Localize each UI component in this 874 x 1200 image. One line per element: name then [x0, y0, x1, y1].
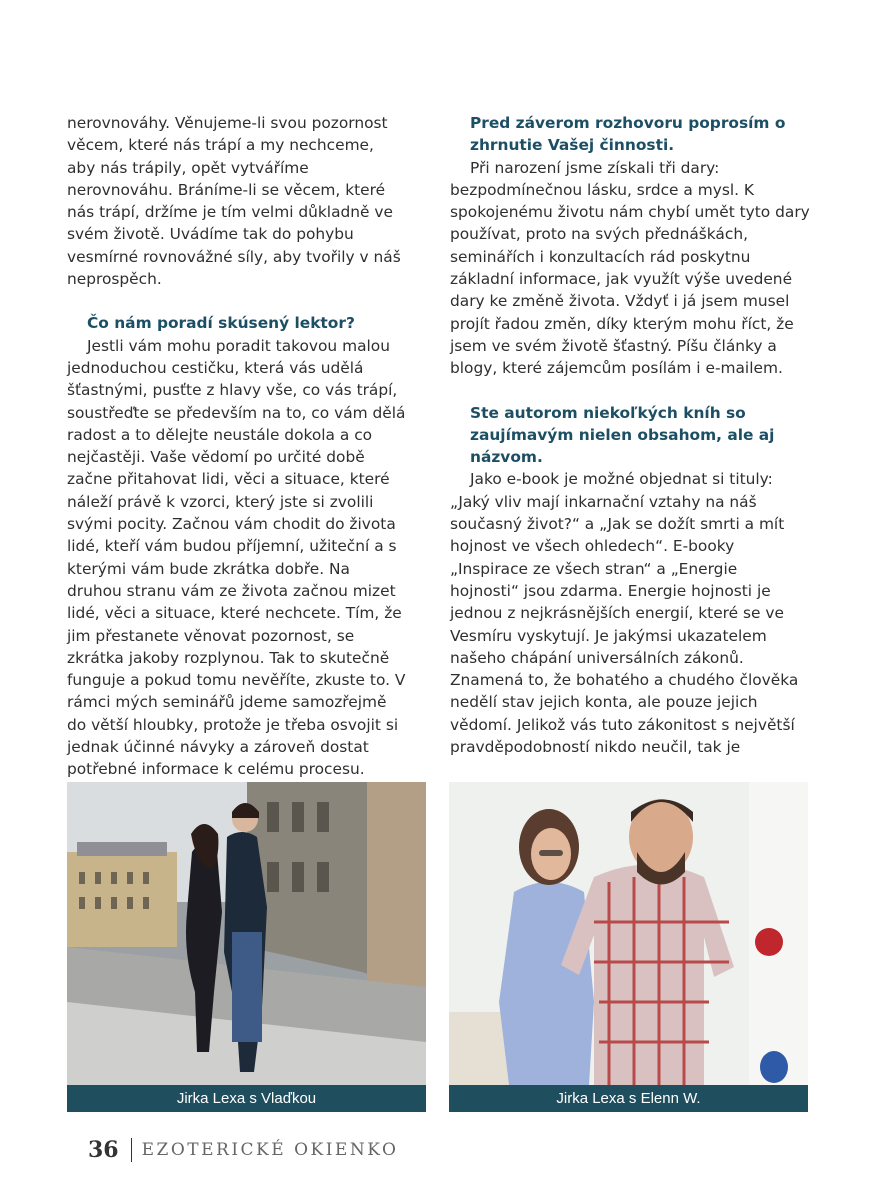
photo-street-couple: [67, 782, 426, 1085]
footer-divider: [131, 1138, 132, 1162]
paragraph-advice: Jestli vám mohu poradit takovou malou jednoduchou cestičku, která vás udělá šťastnými, pusťte z hlavy vše, co vás trápí, soustřeďte se především na to, co vám dělá radost a to dělejte neustále dokola a co nejčastěji. Vaše vědomí po určité době začne přitahovat lidi, věci a situace, které náleží právě k vzorci, který jste si zvolili svými pocity. Začnou vám chodit do života lidé, kteří vám budou příjemní, užiteční a s kterými vám bude zkrátka dobře. Na druhou stranu vám ze života začnou mizet lidé, věci a situace, které nechcete. Tím, že jim přestanete věnovat pozornost, se zkrátka jakoby rozplynou. Tak to skutečně funguje a pokud tomu nevěříte, zkuste to. V rámci mých seminářů jdeme samozřejmě do větší hloubky, protože je třeba osvojit si jednak účinné návyky a zároveň dostat potřebné informace k celému procesu.: [67, 336, 406, 779]
page-footer: [88, 1137, 398, 1167]
photo-caption-2: Jirka Lexa s Elenn W.: [449, 1085, 808, 1112]
heading-summary-question: Pred záverom rozhovoru poprosím o zhrnutie Vašej činnosti.: [470, 114, 786, 155]
paragraph-books: Jako e-book je možné objednat si tituly: „Jaký vliv mají inkarnační vztahy na náš současný život?“ a „Jak se dožít smrti a mít hojnost ve všech ohledech“. E-booky „Inspirace ze všech stran“ a „Energie hojnosti“ jsou zdarma. Energie hojnosti je jednou z nejkrásnějších energií, které se ve Vesmíru vyskytují. Je jakýmsi ukazatelem našeho chápání universálních zákonů. Znamená to, že bohatého a chudého člověka nedělí stav jejich konta, ale pouze jejich vědomí. Jelikož vás tuto zákonitost s největší pravděpodobností nikdo neučil, tak je: [450, 470, 799, 757]
left-column: [67, 112, 407, 781]
magazine-name: EZOTERICKÉ OKIENKO: [141, 1140, 399, 1160]
photo-caption-1: Jirka Lexa s Vlaďkou: [67, 1085, 426, 1112]
heading-books-question: Ste autorom niekoľkých kníh so zaujímavým nielen obsahom, ale aj názvom.: [470, 403, 775, 467]
right-column: [450, 112, 810, 758]
photo-street-couple-illustration: [67, 782, 426, 1085]
page-number: 36: [88, 1137, 119, 1163]
photo-indoor-couple: [449, 782, 808, 1085]
paragraph-summary: Při narození jsme získali tři dary: bezpodmínečnou lásku, srdce a mysl. K spokojenému životu nám chybí umět tyto dary používat, proto na svých přednáškách, seminářích i konzultacích rád poskytnu základní informace, jak využít výše uvedené dary ke změně života. Vždyť i já jsem musel projít řadou změn, díky kterým mohu říct, že jsem ve svém životě šťastný. Píšu články a blogy, které zájemcům posílám i e-mailem.: [450, 158, 810, 378]
paragraph-intro: nerovnováhy. Věnujeme-li svou pozornost věcem, které nás trápí a my nechceme, aby nás trápily, opět vytváříme nerovnováhu. Bráníme-li se věcem, které nás trápí, držíme je tím velmi důkladně ve svém životě. Uvádíme tak do pohybu vesmírné rovnovážné síly, aby tvořily v náš neprospěch.: [67, 114, 401, 289]
heading-lecturer-advice: Čo nám poradí skúsený lektor?: [87, 314, 355, 333]
photo-indoor-couple-illustration: [449, 782, 808, 1085]
